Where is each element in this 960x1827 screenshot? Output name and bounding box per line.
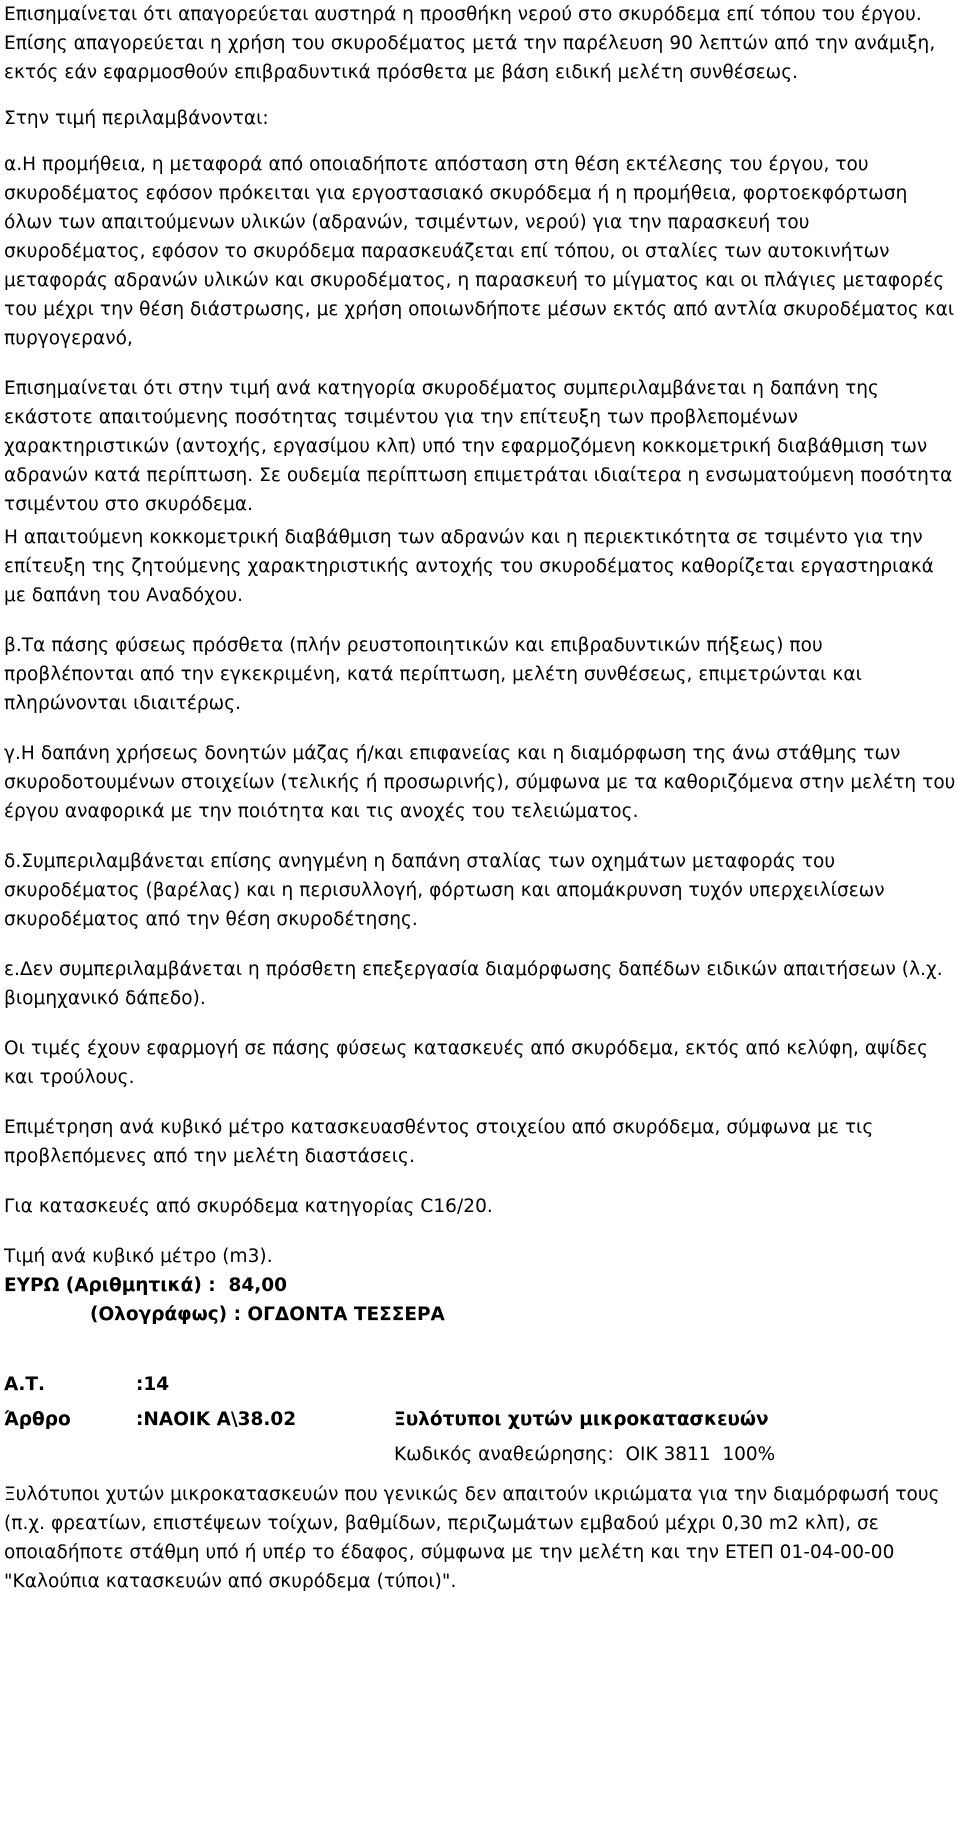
price-numeric-line: ΕΥΡΩ (Αριθμητικά) : 84,00 [4, 1275, 288, 1296]
price-unit-line: Τιμή ανά κυβικό μέτρο (m3). [4, 1246, 273, 1267]
paragraph-price-includes: Στην τιμή περιλαμβάνονται: [4, 108, 269, 129]
paragraph-scope: Οι τιμές έχουν εφαρμογή σε πάσης φύσεως κατασκευές από σκυρόδεμα, εκτός από κελύφη, αψίδες και τρούλους. [4, 1038, 928, 1088]
paragraph-grading: Η απαιτούμενη κοκκομετρική διαβάθμιση των αδρανών και η περιεκτικότητα σε τσιμέντο για την επίτευξη της ζητούμενης χαρακτηριστικής αντοχής του σκυροδέματος καθορίζεται εργαστηριακά με δαπάνη του Αναδόχου. [4, 527, 934, 606]
article-at-row [4, 1367, 956, 1402]
paragraph-water-prohibition: Επισημαίνεται ότι απαγορεύεται αυστηρά η προσθήκη νερού στο σκυρόδεμα επί τόπου του έργου. Επίσης απαγορεύεται η χρήση του σκυροδέματος μετά την παρέλευση 90 λεπτών από την ανάμιξη, εκτός εάν εφαρμοσθούν επιβραδυντικά πρόσθετα με βάση ειδική μελέτη συνθέσεως. [4, 4, 936, 83]
article-description: Ξυλότυποι χυτών μικροκατασκευών που γενικώς δεν απαιτούν ικριώματα για την διαμόρφωσή τους (π.χ. φρεατίων, επιστέψεων τοίχων, βαθμίδων, περιζωμάτων εμβαδού μέχρι 0,30 m2 κλπ), σε οποιαδήποτε στάθμη υπό ή υπέρ το έδαφος, σύμφωνα με την μελέτη και την ΕΤΕΠ 01-04-00-00 "Καλούπια κατασκευών από σκυρόδεμα (τύποι)". [4, 1484, 940, 1592]
at-label: Α.Τ. [4, 1374, 45, 1395]
paragraph-item-d: δ.Συμπεριλαμβάνεται επίσης ανηγμένη η δαπάνη σταλίας των οχημάτων μεταφοράς του σκυροδέματος (βαρέλας) και η περισυλλογή, φόρτωση και απομάκρυνση τυχόν υπερχειλίσεων σκυροδέματος από την θέση σκυροδέτησης. [4, 851, 885, 930]
paragraph-item-c: γ.Η δαπάνη χρήσεως δονητών μάζας ή/και επιφανείας και η διαμόρφωση της άνω στάθμης των σκυροδοτουμένων στοιχείων (τελικής ή προσωρινής), σύμφωνα με τα καθοριζόμενα στην μελέτη του έργου αναφορικά με την ποιότητα και τις ανοχές του τελειώματος. [4, 743, 956, 822]
at-value: :14 [136, 1374, 170, 1395]
price-words-line: (Ολογράφως) : ΟΓΔΟΝΤΑ ΤΕΣΣΕΡΑ [90, 1304, 445, 1325]
arthro-value: :ΝΑΟΙΚ Α\38.02 [136, 1409, 297, 1430]
arthro-label: Άρθρο [4, 1409, 71, 1430]
paragraph-item-b: β.Τα πάσης φύσεως πρόσθετα (πλήν ρευστοποιητικών και επιβραδυντικών πήξεως) που προβλέπονται από την εγκεκριμένη, κατά περίπτωση, μελέτη συνθέσεως, επιμετρώνται και πληρώνονται ιδιαιτέρως. [4, 635, 862, 714]
paragraph-item-e: ε.Δεν συμπεριλαμβάνεται η πρόσθετη επεξεργασία διαμόρφωσης δαπέδων ειδικών απαιτήσεων (λ.χ. βιομηχανικό δάπεδο). [4, 959, 943, 1009]
revision-code: Κωδικός αναθεώρησης: ΟΙΚ 3811 100% [394, 1444, 776, 1465]
article-title: Ξυλότυποι χυτών μικροκατασκευών [394, 1409, 769, 1430]
paragraph-category: Για κατασκευές από σκυρόδεμα κατηγορίας C16/20. [4, 1196, 493, 1217]
paragraph-cement-cost: Επισημαίνεται ότι στην τιμή ανά κατηγορία σκυροδέματος συμπεριλαμβάνεται η δαπάνη της εκάστοτε απαιτούμενης ποσότητας τσιμέντου για την επίτευξη των προβλεπομένων χαρακτηριστικών (αντοχής, εργασίμου κλπ) υπό την εφαρμοζόμενη κοκκομετρική διαβάθμιση των αδρανών κατά περίπτωση. Σε ουδεμία περίπτωση επιμετράται ιδιαίτερα η ενσωματούμενη ποσότητα τσιμέντου στο σκυρόδεμα. [4, 378, 953, 515]
article-arthro-row [4, 1402, 956, 1437]
paragraph-item-a: α.Η προμήθεια, η μεταφορά από οποιαδήποτε απόσταση στη θέση εκτέλεσης του έργου, του σκυροδέματος εφόσον πρόκειται για εργοστασιακό σκυρόδεμα ή η προμήθεια, φορτοεκφόρτωση όλων των απαιτούμενων υλικών (αδρανών, τσιμέντων, νερού) για την παρασκευή του σκυροδέματος, εφόσον το σκυρόδεμα παρασκευάζεται επί τόπου, οι σταλίες των αυτοκινήτων μεταφοράς αδρανών υλικών και σκυροδέματος, η παρασκευή το μίγματος και οι πλάγιες μεταφορές του μέχρι την θέση διάστρωσης, με χρήση οποιωνδήποτε μέσων εκτός από αντλία σκυροδέματος και πυργογερανό, [4, 154, 955, 349]
paragraph-measurement: Επιμέτρηση ανά κυβικό μέτρο κατασκευασθέντος στοιχείου από σκυρόδεμα, σύμφωνα με τις προβλεπόμενες από την μελέτη διαστάσεις. [4, 1117, 874, 1167]
